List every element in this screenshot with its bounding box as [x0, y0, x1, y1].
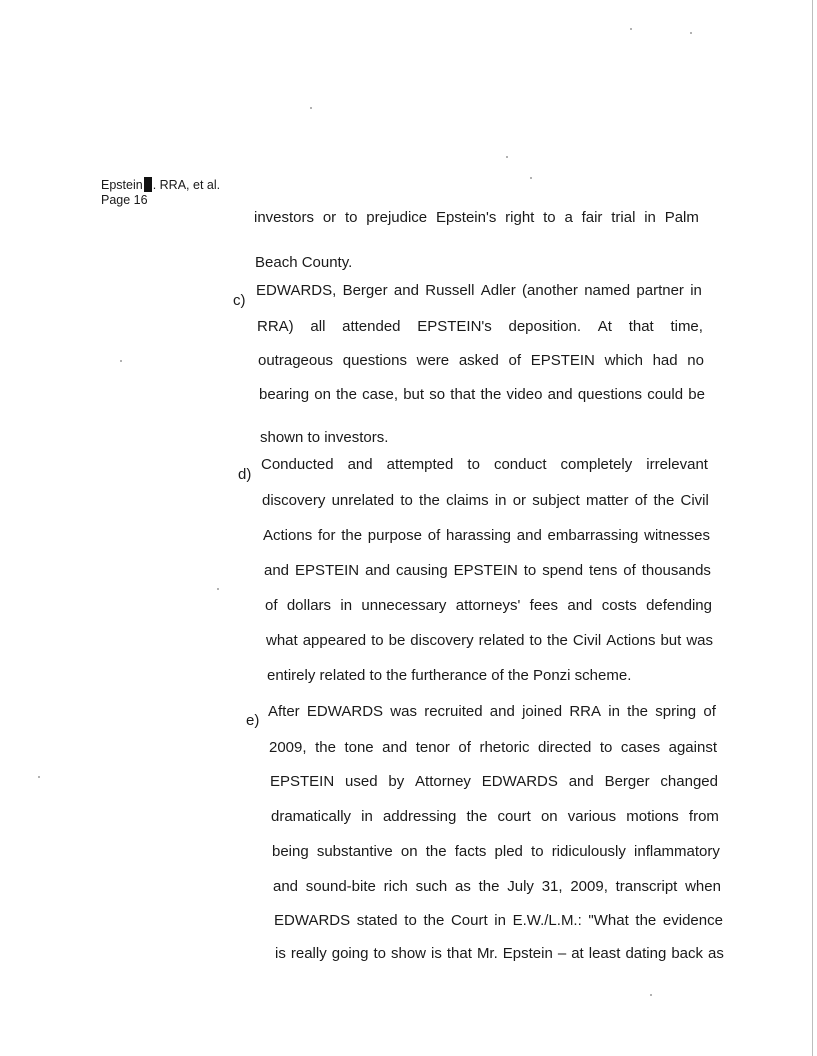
body-line: RRA) all attended EPSTEIN's deposition. At that time,	[257, 318, 703, 335]
body-line: EDWARDS, Berger and Russell Adler (another named partner in	[256, 282, 702, 299]
body-line: 2009, the tone and tenor of rhetoric directed to cases against	[269, 739, 717, 756]
scan-speck	[630, 28, 632, 30]
body-line: shown to investors.	[260, 429, 389, 446]
body-line: dramatically in addressing the court on various motions from	[271, 808, 719, 825]
body-line: being substantive on the facts pled to ridiculously inflammatory	[272, 843, 720, 860]
page-number: Page 16	[101, 193, 148, 207]
body-line: EPSTEIN used by Attorney EDWARDS and Berger changed	[270, 773, 718, 790]
body-line: bearing on the case, but so that the video and questions could be	[259, 386, 705, 403]
body-line: Actions for the purpose of harassing and embarrassing witnesses	[263, 527, 710, 544]
scan-speck	[310, 107, 312, 109]
body-line: After EDWARDS was recruited and joined RRA in the spring of	[268, 703, 716, 720]
scan-speck	[38, 776, 40, 778]
item-marker: c)	[233, 292, 246, 309]
body-line: and sound-bite rich such as the July 31, 2009, transcript when	[273, 878, 721, 895]
body-line: entirely related to the furtherance of the Ponzi scheme.	[267, 667, 632, 684]
scan-speck	[506, 156, 508, 158]
body-line: discovery unrelated to the claims in or subject matter of the Civil	[262, 492, 709, 509]
item-marker: d)	[238, 466, 252, 483]
redaction-box	[144, 177, 152, 192]
body-line: investors or to prejudice Epstein's right to a fair trial in Palm	[254, 209, 699, 226]
body-line: is really going to show is that Mr. Epstein – at least dating back as	[275, 945, 724, 962]
scan-edge-line	[812, 0, 813, 1056]
body-line: EDWARDS stated to the Court in E.W./L.M.: "What the evidence	[274, 912, 723, 929]
scan-speck	[650, 994, 652, 996]
item-marker: e)	[246, 712, 260, 729]
case-name-start: Epstein	[101, 178, 143, 192]
scan-speck	[217, 588, 219, 590]
scan-speck	[120, 360, 122, 362]
case-caption	[101, 177, 220, 193]
page-header	[101, 177, 220, 208]
body-line: outrageous questions were asked of EPSTEIN which had no	[258, 352, 704, 369]
scan-speck	[530, 177, 532, 179]
body-line: of dollars in unnecessary attorneys' fees and costs defending	[265, 597, 712, 614]
body-line: what appeared to be discovery related to the Civil Actions but was	[266, 632, 713, 649]
body-line: and EPSTEIN and causing EPSTEIN to spend tens of thousands	[264, 562, 711, 579]
scan-speck	[690, 32, 692, 34]
case-name-end: . RRA, et al.	[152, 178, 221, 192]
body-line: Beach County.	[255, 254, 353, 271]
body-line: Conducted and attempted to conduct completely irrelevant	[261, 456, 708, 473]
